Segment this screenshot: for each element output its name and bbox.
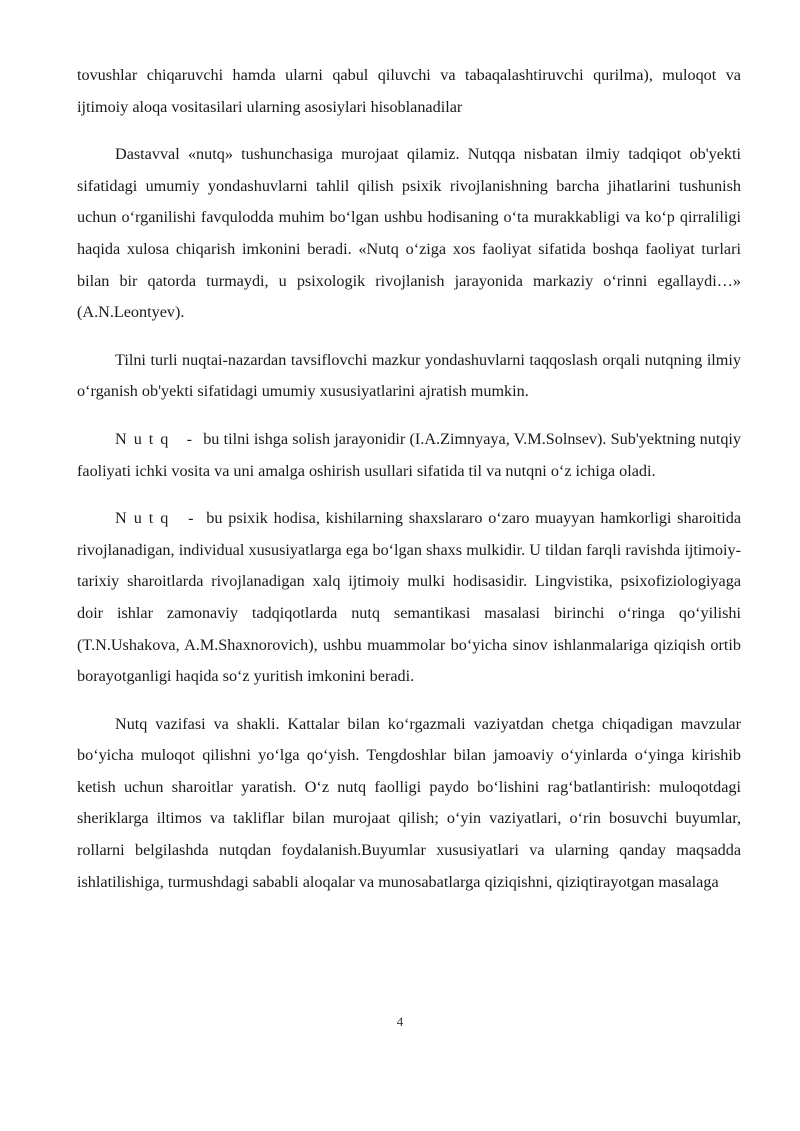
definition-text: bu psixik hodisa, kishilarning shaxslararo oʻzaro muayyan hamkorligi sharoitida rivojlanadigan, individual xususiyatlarga ega boʻlgan shaxs mulkidir. U tildan farqli ravishda ijtimoiy-tarixiy sharoitlarda rivojlanadigan xalq ijtimoiy mulki hodisasidir. Lingvistika, psixofiziologiyaga doir ishlar zamonaviy tadqiqotlarda nutq semantikasi masalasi birinchi oʻringa qoʻyilishi (T.N.Ushakova, A.M.Shaxnorovich), ushbu muammolar boʻyicha sinov ishlanmalariga qiziqish ortib borayotganligi haqida soʻz yuritish imkonini beradi. — [77, 509, 741, 686]
paragraph-comparison: Tilni turli nuqtai-nazardan tavsiflovchi mazkur yondashuvlarni taqqoslash orqali nutqning ilmiy oʻrganish ob'yekti sifatidagi umumiy xususiyatlarini ajratish mumkin. — [77, 350, 741, 401]
definition-term: Nutq - — [115, 429, 199, 448]
paragraph-definition-2 — [77, 503, 741, 693]
paragraph-continuation: tovushlar chiqaruvchi hamda ularni qabul qiluvchi va tabaqalashtiruvchi qurilma), muloqot va ijtimoiy aloqa vositasilari ularning asosiylari hisoblanadilar — [77, 66, 741, 116]
definition-text: bu tilni ishga solish jarayonidir (I.A.Zimnyaya, V.M.Solnsev). Sub'yektning nutqiy faoliyati ichki vosita va uni amalga oshirish usullari sifatida til va nutqni oʻz ichiga oladi. — [77, 429, 741, 480]
document-page — [77, 60, 741, 898]
page-number: 4 — [396, 1014, 404, 1029]
paragraph-nutq-concept: Dastavval «nutq» tushunchasiga murojaat qilamiz. Nutqqa nisbatan ilmiy tadqiqot ob'yekti sifatidagi umumiy yondashuvlarni tahlil qilish psixik rivojlanishning barcha jihatlarini tushunish uchun oʻrganilishi favqulodda muhim boʻlgan ushbu hodisaning oʻta murakkabligi va koʻp qirraliligi haqida xulosa chiqarish imkonini beradi. «Nutq oʻziga xos faoliyat sifatida boshqa faoliyat turlari bilan bir qatorda turmaydi, u psixologik rivojlanish jarayonida markaziy oʻrinni egallaydi…» (A.N.Leontyev). — [77, 145, 741, 322]
paragraph-definition-1 — [77, 424, 741, 487]
definition-term: Nutq - — [115, 509, 201, 528]
paragraph-function-form: Nutq vazifasi va shakli. Kattalar bilan koʻrgazmali vaziyatdan chetga chiqadigan mavzular boʻyicha muloqot qilishni yoʻlga qoʻyish. Tengdoshlar bilan jamoaviy oʻyinlarda oʻyinga kirishib ketish uchun sharoitlar yaratish. Oʻz nutq faolligi paydo boʻlishini ragʻbatlantirish: muloqotdagi sheriklarga iltimos va takliflar bilan murojaat qilish; oʻyin vaziyatlari, oʻrin bosuvchi buyumlar, rollarni belgilashda nutqdan foydalanish.Buyumlar xususiyatlari va ularning qanday maqsadda ishlatilishiga, turmushdagi sababli aloqalar va munosabatlarga qiziqishni, qiziqtirayotgan masalaga — [77, 714, 741, 891]
